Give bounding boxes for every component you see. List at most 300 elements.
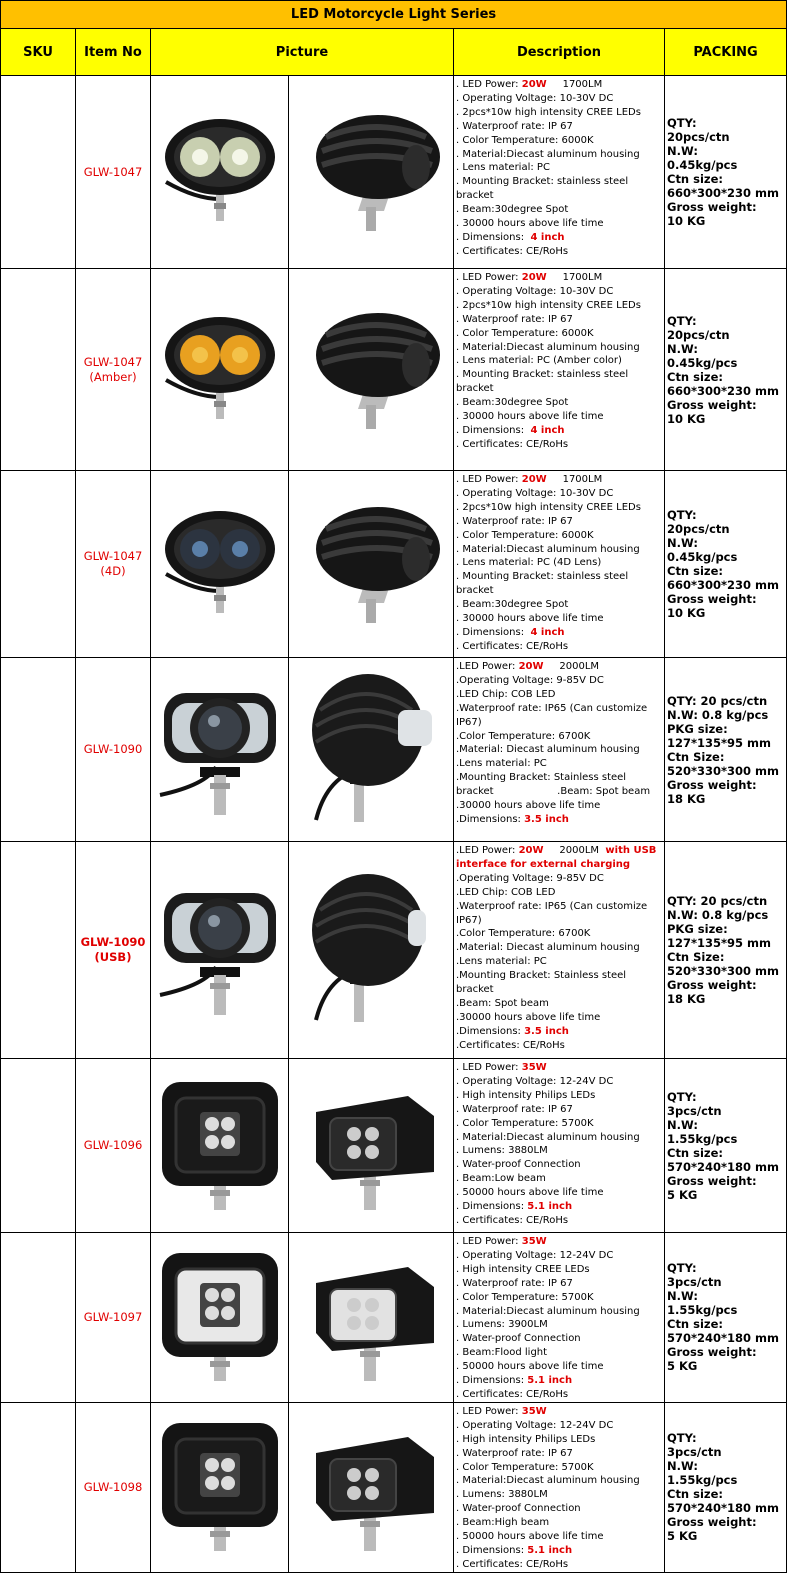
product-photo-front xyxy=(151,471,289,658)
product-photo-front xyxy=(151,1233,289,1403)
packing-line: 1.55kg/pcs xyxy=(667,1473,738,1488)
spec-text: .LED Chip: COB LED xyxy=(456,886,556,898)
spec-text: . 50000 hours above life time xyxy=(456,1361,604,1373)
spec-text: . Beam:30degree Spot xyxy=(456,204,569,216)
packing-line: 520*330*300 mm xyxy=(667,763,780,778)
spec-line xyxy=(456,1558,662,1572)
header-item-no: Item No xyxy=(76,29,151,76)
spec-text: . High intensity Philips LEDs xyxy=(456,1089,596,1101)
sku-cell xyxy=(1,1059,76,1233)
spec-text: . LED Power: xyxy=(456,79,522,90)
packing-line: 20pcs/ctn xyxy=(667,522,730,536)
product-photo-side xyxy=(289,658,454,842)
product-photo-side xyxy=(289,76,454,269)
spec-highlight: 4 inch xyxy=(530,626,565,638)
item-no-text: (USB) xyxy=(94,950,132,964)
spec-line xyxy=(456,313,662,327)
spec-text: . Material:Diecast aluminum housing xyxy=(456,1305,640,1317)
spec-text: .30000 hours above life time xyxy=(456,1011,601,1023)
table-row xyxy=(1,269,787,471)
packing-line: 1.55kg/pcs xyxy=(667,1131,738,1146)
spec-line xyxy=(456,1144,662,1158)
packing-line: N.W: xyxy=(667,144,698,158)
spec-text: . 50000 hours above life time xyxy=(456,1531,604,1543)
packing-line: 570*240*180 mm xyxy=(667,1331,780,1346)
spec-line xyxy=(456,1025,662,1039)
spec-line xyxy=(456,120,662,134)
oval-light-4d-icon xyxy=(156,499,284,629)
spec-text: . High intensity Philips LEDs xyxy=(456,1433,596,1445)
spec-line xyxy=(456,1488,662,1502)
spec-text: . LED Power: xyxy=(456,1405,522,1417)
packing-line: 127*135*95 mm xyxy=(667,735,772,750)
spec-line xyxy=(456,1214,662,1228)
item-no-text: GLW-1047 xyxy=(83,354,143,369)
item-no-text: GLW-1097 xyxy=(83,1309,143,1324)
spec-highlight: 35W xyxy=(521,1236,547,1247)
spec-highlight: 5.1 inch xyxy=(527,1201,573,1213)
packing-line: 1.55kg/pcs xyxy=(667,1303,738,1318)
spec-line xyxy=(456,1305,662,1319)
sku-cell xyxy=(1,658,76,842)
square-light-flood-side-icon xyxy=(296,1247,446,1387)
spec-text: . Certificates: CE/RoHs xyxy=(456,245,569,257)
packing-line: 0.45kg/pcs xyxy=(667,550,738,564)
spec-line xyxy=(456,1158,662,1172)
item-no-text: (4D) xyxy=(100,564,126,578)
packing-line: 3pcs/ctn xyxy=(667,1103,722,1118)
spec-line xyxy=(456,688,662,702)
packing-line: 570*240*180 mm xyxy=(667,1501,780,1516)
spec-text: . Material:Diecast aluminum housing xyxy=(456,1475,640,1487)
spec-line xyxy=(456,1172,662,1186)
spec-line xyxy=(456,1186,662,1200)
table-row xyxy=(1,1233,787,1403)
spec-text: . Mounting Bracket: stainless steel bracket xyxy=(456,176,632,202)
sku-cell xyxy=(1,76,76,269)
spec-text: . Waterproof rate: IP 67 xyxy=(456,1277,573,1289)
spec-text: .Dimensions: xyxy=(456,1025,525,1037)
packing-line: 10 KG xyxy=(667,606,706,620)
packing-line: Ctn Size: xyxy=(667,749,725,764)
packing-line: Gross weight: xyxy=(667,592,757,606)
round-projector-light-usb-side-icon xyxy=(296,870,446,1030)
packing-line: QTY: xyxy=(667,1261,697,1276)
oval-light-clear-icon xyxy=(156,107,284,237)
product-photo-side xyxy=(289,1059,454,1233)
spec-highlight: 5.1 inch xyxy=(527,1544,573,1556)
description-cell xyxy=(454,1402,665,1572)
spec-text: . 50000 hours above life time xyxy=(456,1187,604,1199)
spec-text: . Material:Diecast aluminum housing xyxy=(456,148,640,160)
spec-text: . Dimensions: xyxy=(456,424,531,436)
spec-line xyxy=(456,813,662,827)
spec-text: 1700LM xyxy=(546,272,603,283)
packing-line: 0.45kg/pcs xyxy=(667,355,738,370)
spec-text: . Operating Voltage: 10-30V DC xyxy=(456,92,614,104)
spec-text: . 2pcs*10w high intensity CREE LEDs xyxy=(456,501,641,513)
spec-text: . Lens material: PC (Amber color) xyxy=(456,355,622,367)
packing-line: Ctn size: xyxy=(667,369,724,384)
product-photo-side xyxy=(289,1233,454,1403)
spec-text: . Lumens: 3880LM xyxy=(456,1489,548,1501)
spec-text: .Beam: Spot beam xyxy=(456,997,549,1009)
header-picture: Picture xyxy=(151,29,454,76)
item-no-cell xyxy=(76,269,151,471)
spec-line xyxy=(456,743,662,757)
spec-text: . Lens material: PC xyxy=(456,162,550,174)
spec-text: . Color Temperature: 5700K xyxy=(456,1117,594,1129)
spec-line xyxy=(456,1346,662,1360)
product-photo-side xyxy=(289,471,454,658)
spec-line xyxy=(456,473,662,487)
spec-line xyxy=(456,844,662,872)
item-no-cell xyxy=(76,471,151,658)
spec-line xyxy=(456,285,662,299)
spec-line xyxy=(456,1461,662,1475)
spec-text: . Dimensions: xyxy=(456,626,531,638)
spec-line xyxy=(456,1249,662,1263)
spec-text: . Operating Voltage: 12-24V DC xyxy=(456,1075,614,1087)
packing-line: 0.45kg/pcs xyxy=(667,158,738,172)
item-no-cell xyxy=(76,658,151,842)
packing-line: QTY: xyxy=(667,508,697,522)
spec-line xyxy=(456,900,662,928)
spec-text: . Certificates: CE/RoHs xyxy=(456,1388,569,1400)
spec-line xyxy=(456,134,662,148)
sku-cell xyxy=(1,1233,76,1403)
spec-text: . Color Temperature: 6000K xyxy=(456,327,594,339)
description-cell xyxy=(454,842,665,1059)
packing-line: PKG size: xyxy=(667,922,728,936)
spec-text: . Color Temperature: 5700K xyxy=(456,1461,594,1473)
product-photo-front xyxy=(151,658,289,842)
packing-line: N.W: xyxy=(667,536,698,550)
spec-line xyxy=(456,1075,662,1089)
spec-line xyxy=(456,872,662,886)
spec-line xyxy=(456,1433,662,1447)
spec-text: . Dimensions: xyxy=(456,1201,528,1213)
item-no-text: GLW-1090 xyxy=(80,935,146,949)
spec-line xyxy=(456,501,662,515)
spec-text: .LED Power: xyxy=(456,845,519,856)
spec-line xyxy=(456,396,662,410)
item-no-text: GLW-1047 xyxy=(83,549,143,563)
spec-line xyxy=(456,598,662,612)
spec-text: . Waterproof rate: IP 67 xyxy=(456,1103,573,1115)
spec-line xyxy=(456,1318,662,1332)
spec-highlight: 4 inch xyxy=(530,424,565,436)
spec-text: . Beam:Low beam xyxy=(456,1173,546,1185)
packing-line: 10 KG xyxy=(667,214,706,228)
spec-text: . Water-proof Connection xyxy=(456,1503,581,1515)
packing-line: Gross weight: xyxy=(667,978,757,992)
spec-highlight: 3.5 inch xyxy=(524,813,569,825)
spec-text: . Dimensions: xyxy=(456,1375,528,1387)
spec-text: . Waterproof rate: IP 67 xyxy=(456,120,573,132)
sku-cell xyxy=(1,842,76,1059)
spec-line xyxy=(456,410,662,424)
sku-cell xyxy=(1,269,76,471)
item-no-text: (Amber) xyxy=(89,369,137,384)
spec-highlight: 3.5 inch xyxy=(524,1025,569,1037)
spec-text: .Operating Voltage: 9-85V DC xyxy=(456,872,604,884)
oval-light-clear-side-icon xyxy=(296,107,446,237)
spec-line xyxy=(456,327,662,341)
spec-text: . Lumens: 3900LM xyxy=(456,1319,548,1331)
item-no-text: GLW-1090 xyxy=(83,742,143,756)
spec-line xyxy=(456,543,662,557)
packing-line: QTY: 20 pcs/ctn xyxy=(667,693,768,708)
packing-cell xyxy=(665,1233,787,1403)
spec-text: . Waterproof rate: IP 67 xyxy=(456,313,573,325)
spec-text: .Waterproof rate: IP65 (Can customize IP67) xyxy=(456,702,651,728)
spec-text: .Lens material: PC xyxy=(456,758,547,770)
spec-line xyxy=(456,927,662,941)
item-no-cell xyxy=(76,76,151,269)
spec-line xyxy=(456,1277,662,1291)
round-projector-light-icon xyxy=(156,675,284,825)
spec-line xyxy=(456,438,662,452)
spec-text: . Operating Voltage: 10-30V DC xyxy=(456,285,614,297)
spec-line xyxy=(456,1419,662,1433)
sku-cell xyxy=(1,471,76,658)
packing-line: Gross weight: xyxy=(667,1173,757,1188)
square-light-high-beam-side-icon xyxy=(296,1417,446,1557)
packing-line: QTY: xyxy=(667,116,697,130)
packing-line: N.W: xyxy=(667,341,698,356)
spec-highlight: 35W xyxy=(521,1405,547,1417)
item-no-cell xyxy=(76,842,151,1059)
spec-text: .Certificates: CE/RoHs xyxy=(456,1039,565,1051)
spec-highlight: 20W xyxy=(518,845,544,856)
spec-text: . Color Temperature: 6000K xyxy=(456,134,594,146)
spec-line xyxy=(456,570,662,598)
product-photo-side xyxy=(289,269,454,471)
spec-text: 2000LM xyxy=(543,661,600,672)
spec-text: . Material:Diecast aluminum housing xyxy=(456,1131,640,1143)
spec-line xyxy=(456,730,662,744)
spec-text: . Material:Diecast aluminum housing xyxy=(456,341,640,353)
packing-line: QTY: 20 pcs/ctn xyxy=(667,894,768,908)
square-light-low-beam-icon xyxy=(156,1076,284,1216)
spec-line xyxy=(456,1405,662,1419)
spec-text: . 30000 hours above life time xyxy=(456,613,604,625)
product-photo-side xyxy=(289,1402,454,1572)
spec-text: .Color Temperature: 6700K xyxy=(456,730,591,742)
spec-text: . LED Power: xyxy=(456,272,522,283)
spec-text: . Operating Voltage: 12-24V DC xyxy=(456,1249,614,1261)
square-light-high-beam-icon xyxy=(156,1417,284,1557)
spec-text: . 2pcs*10w high intensity CREE LEDs xyxy=(456,299,641,311)
spec-text: . Lens material: PC (4D Lens) xyxy=(456,557,602,569)
spec-text: . Color Temperature: 6000K xyxy=(456,529,594,541)
round-projector-light-usb-icon xyxy=(156,875,284,1025)
spec-line xyxy=(456,1530,662,1544)
spec-line xyxy=(456,612,662,626)
spec-text: . Certificates: CE/RoHs xyxy=(456,1558,569,1570)
spec-text: .Mounting Bracket: Stainless steel bracket xyxy=(456,970,630,996)
spec-text: . Material:Diecast aluminum housing xyxy=(456,543,640,555)
table-row xyxy=(1,1059,787,1233)
spec-text: . Mounting Bracket: stainless steel bracket xyxy=(456,369,632,395)
spec-text: . Beam:Flood light xyxy=(456,1347,548,1359)
spec-text: . Water-proof Connection xyxy=(456,1159,581,1171)
spec-line xyxy=(456,1502,662,1516)
spec-line xyxy=(456,1516,662,1530)
packing-cell xyxy=(665,1059,787,1233)
packing-line: QTY: xyxy=(667,1431,697,1446)
packing-line: QTY: xyxy=(667,313,697,328)
item-no-cell xyxy=(76,1402,151,1572)
spec-text: .Operating Voltage: 9-85V DC xyxy=(456,674,604,686)
product-photo-front xyxy=(151,269,289,471)
spec-line xyxy=(456,368,662,396)
packing-line: N.W: xyxy=(667,1289,698,1304)
packing-line: 660*300*230 mm xyxy=(667,578,780,592)
spec-text: .Lens material: PC xyxy=(456,956,547,968)
spec-line xyxy=(456,757,662,771)
spec-line xyxy=(456,1388,662,1402)
spec-line xyxy=(456,1089,662,1103)
spec-text: . Beam:30degree Spot xyxy=(456,599,569,611)
spec-line xyxy=(456,1263,662,1277)
spec-highlight: 20W xyxy=(521,474,547,485)
packing-line: 660*300*230 mm xyxy=(667,383,780,398)
packing-line: Ctn size: xyxy=(667,1145,724,1160)
spec-line xyxy=(456,92,662,106)
packing-line: 127*135*95 mm xyxy=(667,936,772,950)
spec-text: . Beam:30degree Spot xyxy=(456,397,569,409)
packing-line: 10 KG xyxy=(667,411,706,426)
header-description: Description xyxy=(454,29,665,76)
spec-line xyxy=(456,487,662,501)
spec-line xyxy=(456,674,662,688)
spec-text: .Mounting Bracket: Stainless steel bracket .Beam: Spot beam xyxy=(456,772,651,798)
spec-line xyxy=(456,1474,662,1488)
item-no-cell xyxy=(76,1059,151,1233)
spec-text: . Certificates: CE/RoHs xyxy=(456,438,569,450)
packing-line: Ctn size: xyxy=(667,172,724,186)
packing-line: 20pcs/ctn xyxy=(667,130,730,144)
packing-cell xyxy=(665,76,787,269)
spec-line xyxy=(456,203,662,217)
table-row xyxy=(1,658,787,842)
oval-light-amber-side-icon xyxy=(296,305,446,435)
packing-line: 3pcs/ctn xyxy=(667,1445,722,1460)
spec-line xyxy=(456,78,662,92)
spec-line xyxy=(456,955,662,969)
spec-line xyxy=(456,106,662,120)
spec-text: . Certificates: CE/RoHs xyxy=(456,1214,569,1226)
packing-line: 5 KG xyxy=(667,1529,698,1544)
spec-line xyxy=(456,1447,662,1461)
spec-highlight: 20W xyxy=(521,79,547,90)
spec-text: .Waterproof rate: IP65 (Can customize IP67) xyxy=(456,900,651,926)
spec-text: . Operating Voltage: 10-30V DC xyxy=(456,487,614,499)
packing-line: N.W: xyxy=(667,1459,698,1474)
spec-line xyxy=(456,1374,662,1388)
spec-line xyxy=(456,148,662,162)
spec-line xyxy=(456,702,662,730)
spec-line xyxy=(456,1235,662,1249)
spec-line xyxy=(456,1291,662,1305)
packing-cell xyxy=(665,471,787,658)
spec-line xyxy=(456,1061,662,1075)
packing-line: QTY: xyxy=(667,1089,697,1104)
product-photo-front xyxy=(151,1059,289,1233)
spec-text: . LED Power: xyxy=(456,474,522,485)
spec-line xyxy=(456,1360,662,1374)
packing-line: N.W: 0.8 kg/pcs xyxy=(667,908,769,922)
packing-line: Gross weight: xyxy=(667,200,757,214)
spec-line xyxy=(456,271,662,285)
product-photo-side xyxy=(289,842,454,1059)
spec-text: . Operating Voltage: 12-24V DC xyxy=(456,1419,614,1431)
item-no-cell xyxy=(76,1233,151,1403)
spec-line xyxy=(456,341,662,355)
spec-line xyxy=(456,886,662,900)
item-no-text: GLW-1098 xyxy=(83,1479,143,1494)
spec-text: 1700LM xyxy=(546,79,603,90)
table-row xyxy=(1,471,787,658)
spec-line xyxy=(456,354,662,368)
spec-highlight: 4 inch xyxy=(530,231,565,243)
packing-line: 20pcs/ctn xyxy=(667,327,730,342)
packing-line: PKG size: xyxy=(667,721,728,736)
round-projector-light-side-icon xyxy=(296,670,446,830)
sheet-title: LED Motorcycle Light Series xyxy=(1,1,787,29)
spec-text: . Water-proof Connection xyxy=(456,1333,581,1345)
oval-light-4d-side-icon xyxy=(296,499,446,629)
product-photo-front xyxy=(151,1402,289,1572)
spec-text: . 2pcs*10w high intensity CREE LEDs xyxy=(456,106,641,118)
spec-line xyxy=(456,1039,662,1053)
packing-line: 5 KG xyxy=(667,1187,698,1202)
spec-text: .LED Power: xyxy=(456,661,519,672)
product-photo-front xyxy=(151,76,289,269)
packing-line: Ctn size: xyxy=(667,564,724,578)
square-light-flood-icon xyxy=(156,1247,284,1387)
spec-line xyxy=(456,1544,662,1558)
packing-line: Gross weight: xyxy=(667,397,757,412)
table-row xyxy=(1,842,787,1059)
spec-text: . LED Power: xyxy=(456,1062,522,1073)
packing-line: N.W: xyxy=(667,1117,698,1132)
spec-line xyxy=(456,1131,662,1145)
spec-line xyxy=(456,626,662,640)
packing-line: 5 KG xyxy=(667,1359,698,1374)
packing-cell xyxy=(665,269,787,471)
description-cell xyxy=(454,1059,665,1233)
spec-text: . Lumens: 3880LM xyxy=(456,1145,548,1157)
spec-highlight: 20W xyxy=(518,661,544,672)
spec-highlight: 35W xyxy=(521,1062,547,1073)
spec-text: . Dimensions: xyxy=(456,1544,528,1556)
table-row xyxy=(1,76,787,269)
table-row xyxy=(1,1402,787,1572)
spec-line xyxy=(456,941,662,955)
spec-line xyxy=(456,997,662,1011)
spec-text: 2000LM xyxy=(543,845,606,856)
spec-text: .Material: Diecast aluminum housing xyxy=(456,942,640,954)
spec-line xyxy=(456,231,662,245)
packing-line: Ctn Size: xyxy=(667,950,725,964)
spec-text: . 30000 hours above life time xyxy=(456,411,604,423)
spec-line xyxy=(456,640,662,654)
packing-cell xyxy=(665,842,787,1059)
spec-text: . LED Power: xyxy=(456,1236,522,1247)
